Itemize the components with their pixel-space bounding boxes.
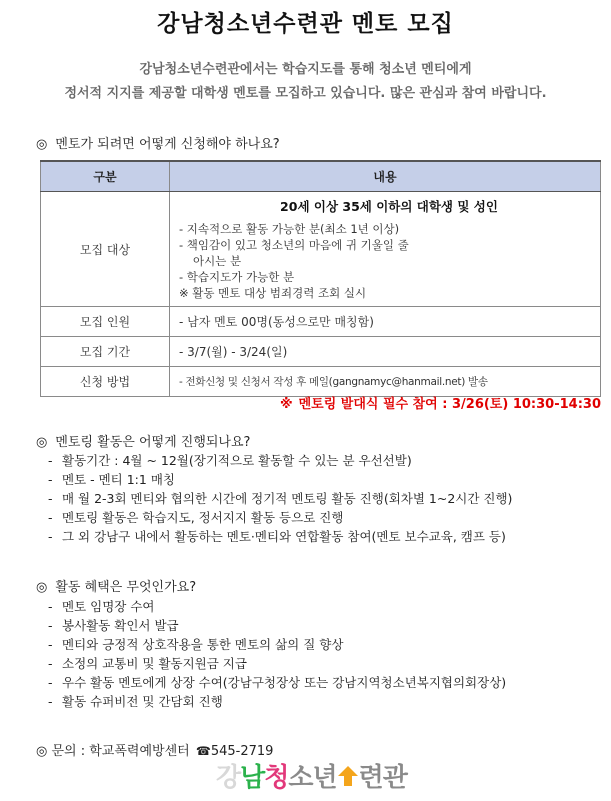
list-item: - 멘토 임명장 수여	[48, 599, 155, 614]
logo-text: 강남청소년 련관	[216, 763, 407, 793]
list-item: - 멘토 - 멘티 1:1 매칭	[48, 472, 175, 487]
target-headline: 20세 이상 35세 이하의 대학생 및 성인	[280, 199, 498, 214]
bullet-circle-icon: ◎	[36, 137, 48, 152]
orientation-notice: ※ 멘토링 발대식 필수 참여 : 3/26(토) 10:30-14:30	[279, 397, 601, 412]
benefit-question: ◎ 활동 혜택은 무엇인가요?	[36, 580, 197, 595]
target-line: - 책임감이 있고 청소년의 마음에 귀 기울일 줄	[179, 238, 409, 252]
contact-phone: 545-2719	[210, 744, 274, 759]
list-item: - 그 외 강남구 내에서 활동하는 멘토·멘티와 연합활동 참여(멘토 보수교육, 캠프 등)	[48, 529, 506, 544]
page-title: 강남청소년수련관 멘토 모집	[157, 11, 454, 37]
phone-icon: ☎	[195, 744, 211, 758]
activity-question: ◎ 멘토링 활동은 어떻게 진행되나요?	[36, 435, 251, 450]
table-row	[41, 367, 601, 397]
row-content-period: - 3/7(월) - 3/24(일)	[170, 337, 601, 367]
target-line: ※ 활동 멘토 대상 범죄경력 조회 실시	[179, 286, 367, 300]
bullet-circle-icon: ◎	[36, 580, 48, 595]
row-content-target	[170, 192, 601, 307]
header-category: 구분	[41, 161, 170, 192]
activity-list	[48, 451, 512, 546]
logo-arrow-icon	[337, 764, 359, 788]
recruit-info-table	[40, 160, 601, 397]
list-item: - 활동기간 : 4월 ~ 12월(장기적으로 활동할 수 있는 분 우선선발)	[48, 453, 412, 468]
apply-question: ◎ 멘토가 되려면 어떻게 신청해야 하나요?	[36, 137, 280, 152]
row-content-count: - 남자 멘토 00명(동성으로만 매칭함)	[170, 307, 601, 337]
list-item: - 우수 활동 멘토에게 상장 수여(강남구청장상 또는 강남지역청소년복지협의회장상)	[48, 675, 507, 690]
table-header-row	[41, 161, 601, 192]
target-line: - 학습지도가 가능한 분	[179, 270, 295, 284]
row-label-target: 모집 대상	[41, 192, 170, 307]
target-line: - 지속적으로 활동 가능한 분(최소 1년 이상)	[179, 222, 400, 236]
header-content: 내용	[170, 161, 601, 192]
intro-line-1: 강남청소년수련관에서는 학습지도를 통해 청소년 멘티에게	[139, 62, 472, 77]
table-row	[41, 192, 601, 307]
bullet-circle-icon: ◎	[36, 435, 48, 450]
list-item: - 봉사활동 확인서 발급	[48, 618, 179, 633]
row-content-method: - 전화신청 및 신청서 작성 후 메일(gangnamyc@hanmail.net) 발송	[170, 367, 601, 397]
org-logo	[216, 757, 407, 797]
list-item: - 멘토링 활동은 학습지도, 정서지지 활동 등으로 진행	[48, 510, 344, 525]
row-label-method: 신청 방법	[41, 367, 170, 397]
list-item: - 매 월 2-3회 멘티와 협의한 시간에 정기적 멘토링 활동 진행(회차별 1~2시간 진행)	[48, 491, 513, 506]
table-row	[41, 307, 601, 337]
target-line: 아시는 분	[193, 254, 242, 268]
row-label-count: 모집 인원	[41, 307, 170, 337]
row-label-period: 모집 기간	[41, 337, 170, 367]
bullet-circle-icon: ◎	[36, 744, 48, 759]
list-item: - 멘티와 긍정적 상호작용을 통한 멘토의 삶의 질 향상	[48, 637, 344, 652]
list-item: - 소정의 교통비 및 활동지원금 지급	[48, 656, 247, 671]
intro-line-2: 정서적 지지를 제공할 대학생 멘토를 모집하고 있습니다. 많은 관심과 참여 바랍니다.	[64, 86, 547, 101]
reference-mark-icon: ※	[279, 397, 293, 412]
contact-label: 문의 : 학교폭력예방센터	[51, 744, 190, 759]
list-item: - 활동 슈퍼비전 및 간담회 진행	[48, 694, 223, 709]
intro-text	[0, 58, 611, 106]
benefit-list	[48, 597, 506, 711]
table-row	[41, 337, 601, 367]
